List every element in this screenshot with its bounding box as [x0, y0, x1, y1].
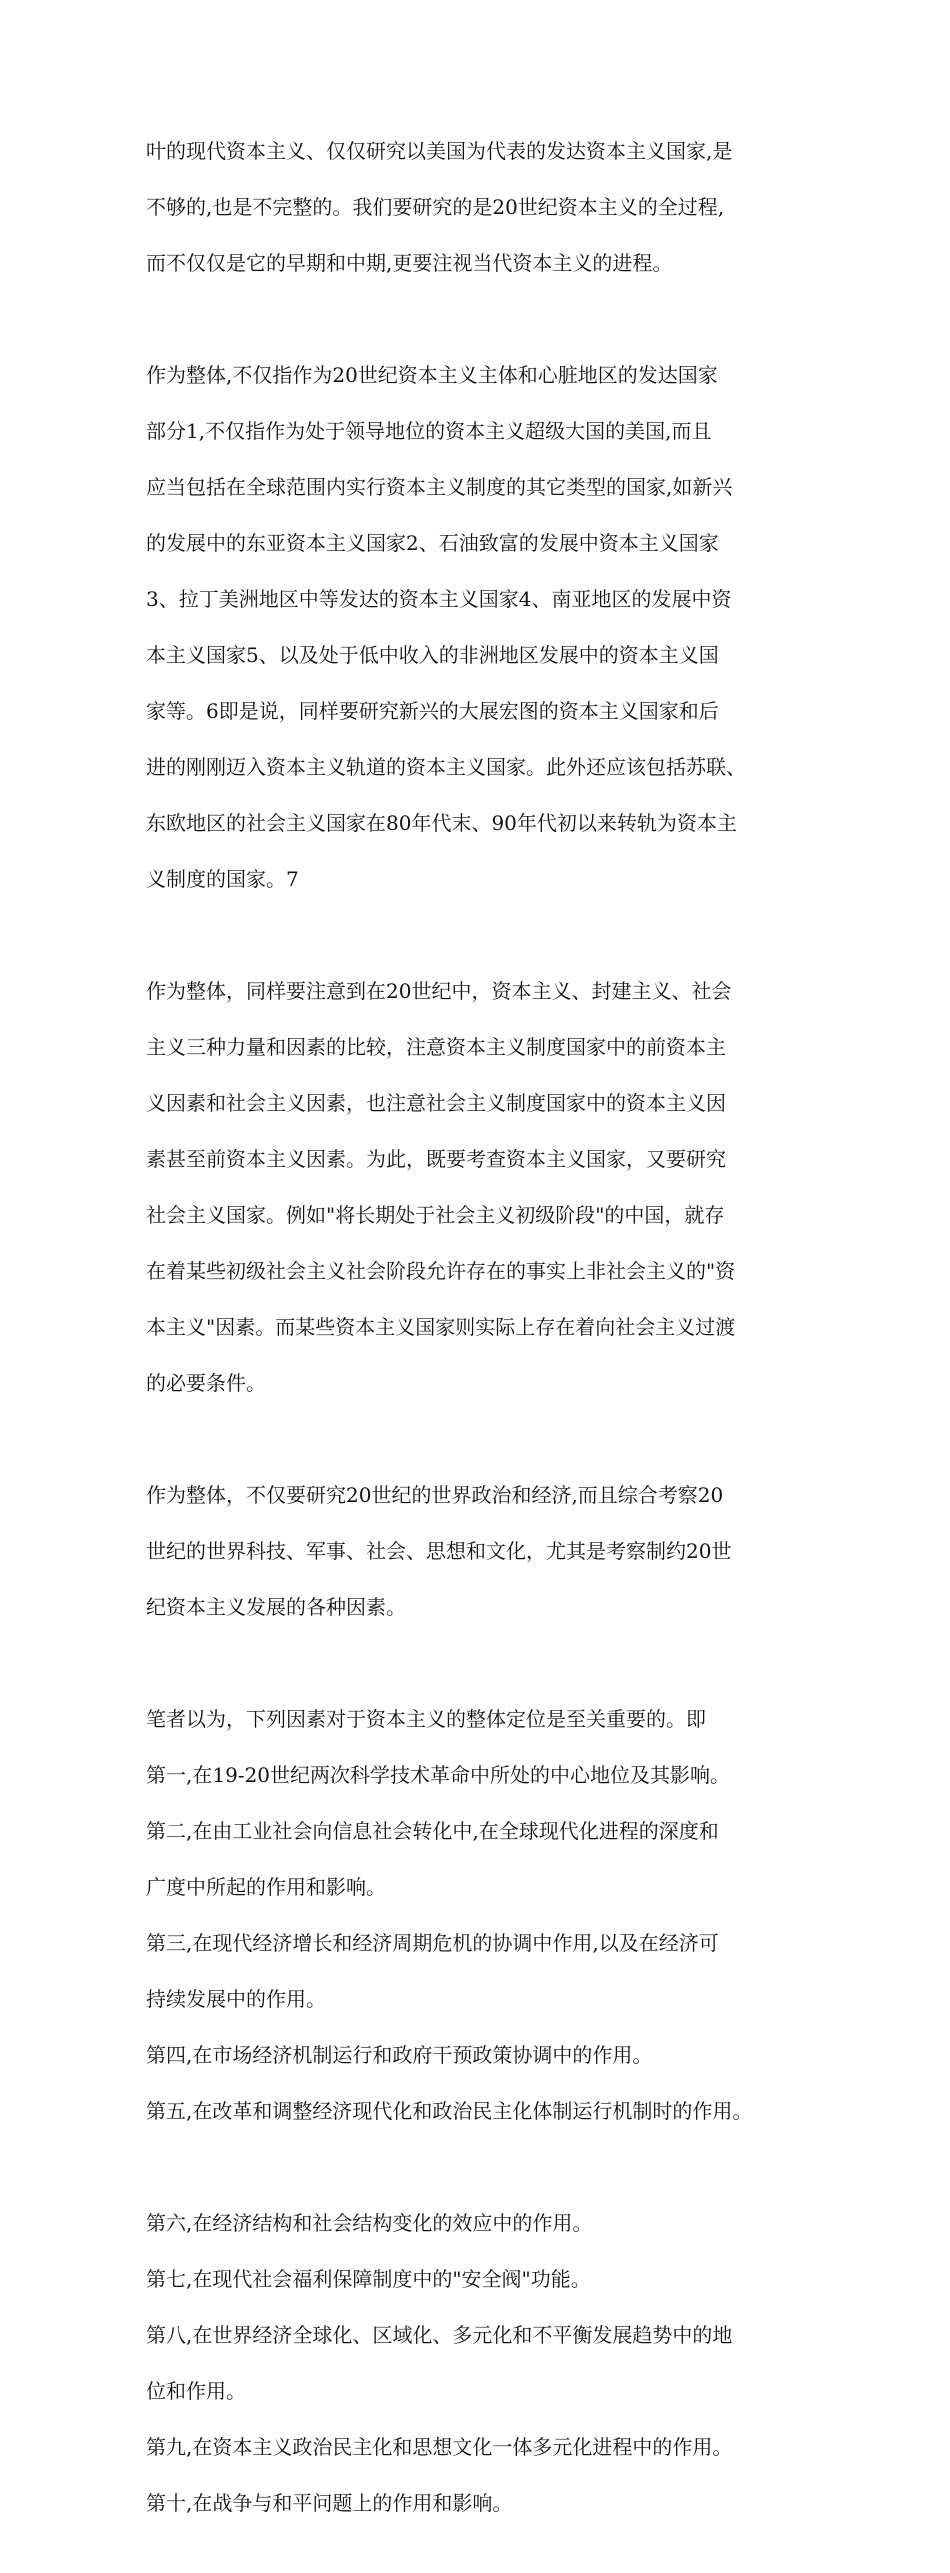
list-item: 第三,在现代经济增长和经济周期危机的协调中作用,以及在经济可: [146, 1931, 719, 1955]
text-line: 主义三种力量和因素的比较，注意资本主义制度国家中的前资本主: [146, 1035, 726, 1059]
list-item: 第八,在世界经济全球化、区域化、多元化和不平衡发展趋势中的地: [146, 2323, 733, 2347]
text-line: 社会主义国家。例如"将长期处于社会主义初级阶段"的中国，就存: [146, 1203, 725, 1227]
text-line: 义制度的国家。7: [146, 867, 299, 891]
text-line: 笔者以为，下列因素对于资本主义的整体定位是至关重要的。即: [146, 1707, 706, 1731]
text-line: 在着某些初级社会主义社会阶段允许存在的事实上非社会主义的"资: [146, 1259, 736, 1283]
paragraph-4: [146, 1453, 822, 1649]
paragraph-6-list: [146, 2181, 822, 2545]
text-line: 3、拉丁美洲地区中等发达的资本主义国家4、南亚地区的发展中资: [146, 587, 732, 611]
text-line: 作为整体,不仅指作为20世纪资本主义主体和心脏地区的发达国家: [146, 363, 718, 387]
text-line: 本主义"因素。而某些资本主义国家则实际上存在着向社会主义过渡: [146, 1315, 736, 1339]
paragraph-5-list: [146, 1677, 822, 2153]
paragraph-2: [146, 333, 822, 921]
text-line: 作为整体，不仅要研究20世纪的世界政治和经济,而且综合考察20: [146, 1483, 724, 1507]
text-line: 家等。6即是说，同样要研究新兴的大展宏图的资本主义国家和后: [146, 699, 719, 723]
text-line: 进的刚刚迈入资本主义轨道的资本主义国家。此外还应该包括苏联、: [146, 755, 746, 779]
list-item: 第十,在战争与和平问题上的作用和影响。: [146, 2491, 513, 2515]
text-line: 世纪的世界科技、军事、社会、思想和文化，尤其是考察制约20世: [146, 1539, 732, 1563]
list-item: 第七,在现代社会福利保障制度中的"安全阀"功能。: [146, 2267, 591, 2291]
list-item: 第九,在资本主义政治民主化和思想文化一体多元化进程中的作用。: [146, 2435, 733, 2459]
text-line: 本主义国家5、以及处于低中收入的非洲地区发展中的资本主义国: [146, 643, 719, 667]
text-line: 部分1,不仅指作为处于领导地位的资本主义超级大国的美国,而且: [146, 419, 712, 443]
text-line: 义因素和社会主义因素，也注意社会主义制度国家中的资本主义因: [146, 1091, 726, 1115]
list-item: 位和作用。: [146, 2379, 246, 2403]
text-line: 的发展中的东亚资本主义国家2、石油致富的发展中资本主义国家: [146, 531, 719, 555]
text-line: 的必要条件。: [146, 1371, 266, 1395]
list-item: 第一,在19-20世纪两次科学技术革命中所处的中心地位及其影响。: [146, 1763, 731, 1787]
list-item: 持续发展中的作用。: [146, 1987, 326, 2011]
text-line: 东欧地区的社会主义国家在80年代末、90年代初以来转轨为资本主: [146, 811, 737, 835]
text-line: 作为整体，同样要注意到在20世纪中，资本主义、封建主义、社会: [146, 979, 732, 1003]
text-line: 应当包括在全球范围内实行资本主义制度的其它类型的国家,如新兴: [146, 475, 733, 499]
list-item: 第二,在由工业社会向信息社会转化中,在全球现代化进程的深度和: [146, 1819, 719, 1843]
paragraph-1: [146, 109, 822, 305]
list-item: 广度中所起的作用和影响。: [146, 1875, 386, 1899]
text-line: 叶的现代资本主义、仅仅研究以美国为代表的发达资本主义国家,是: [146, 139, 733, 163]
text-line: 不够的,也是不完整的。我们要研究的是20世纪资本主义的全过程,: [146, 195, 725, 219]
text-line: 而不仅仅是它的早期和中期,更要注视当代资本主义的进程。: [146, 251, 673, 275]
document-body: [146, 109, 822, 2573]
text-line: 纪资本主义发展的各种因素。: [146, 1595, 406, 1619]
text-line: 素甚至前资本主义因素。为此，既要考查资本主义国家，又要研究: [146, 1147, 726, 1171]
paragraph-3: [146, 949, 822, 1425]
list-item: 第六,在经济结构和社会结构变化的效应中的作用。: [146, 2211, 593, 2235]
list-item: 第四,在市场经济机制运行和政府干预政策协调中的作用。: [146, 2043, 653, 2067]
list-item: 第五,在改革和调整经济现代化和政治民主化体制运行机制时的作用。: [146, 2099, 753, 2123]
